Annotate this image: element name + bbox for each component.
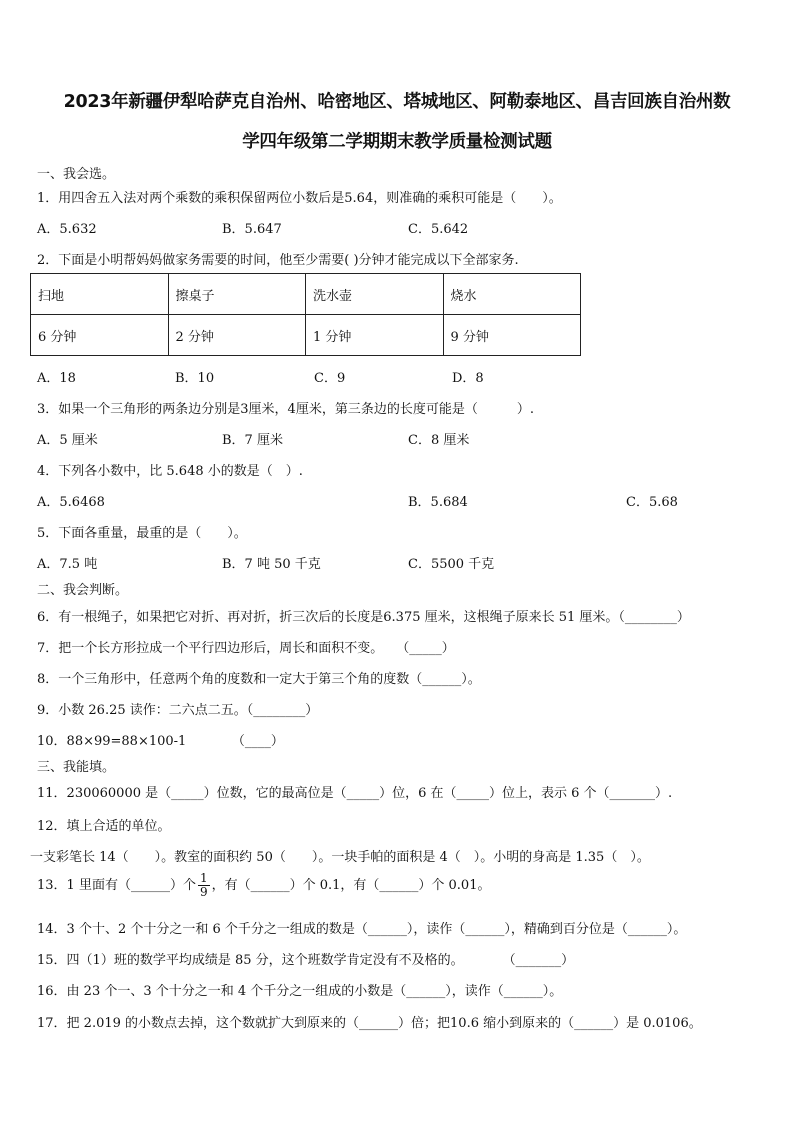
fraction-denominator: 9	[199, 885, 208, 899]
question-10: 10．88×99=88×100-1 （____）	[37, 734, 284, 749]
q1-option-a: A．5.632	[37, 222, 97, 237]
chore-time-table	[30, 273, 581, 356]
exam-title-line-1: 2023年新疆伊犁哈萨克自治州、哈密地区、塔城地区、阿勒泰地区、昌吉回族自治州数	[63, 92, 731, 112]
question-5: 5．下面各重量，最重的是（ ）。	[37, 526, 247, 541]
table-cell: 擦桌子	[168, 274, 306, 315]
q1-option-b: B．5.647	[222, 222, 282, 237]
q3-option-b: B．7 厘米	[222, 433, 283, 448]
question-13	[37, 872, 490, 899]
question-9: 9．小数 26.25 读作：二六点二五。（________）	[37, 703, 319, 718]
table-cell: 扫地	[31, 274, 169, 315]
table-cell: 洗水壶	[306, 274, 444, 315]
q4-option-c: C．5.68	[626, 495, 678, 510]
section-heading-choice: 一、我会选。	[37, 167, 116, 182]
q3-option-c: C．8 厘米	[408, 433, 470, 448]
question-4: 4．下列各小数中，比 5.648 小的数是（ ）.	[37, 464, 303, 479]
q4-option-a: A．5.6468	[37, 495, 105, 510]
q2-option-d: D．8	[452, 371, 484, 386]
question-1: 1．用四舍五入法对两个乘数的乘积保留两位小数后是5.64，则准确的乘积可能是（ ）。	[37, 191, 562, 206]
question-12: 12．填上合适的单位。	[37, 819, 171, 834]
fraction-numerator: 1	[199, 871, 208, 885]
table-header-row	[31, 274, 581, 315]
table-cell: 6 分钟	[31, 315, 169, 356]
exam-title-line-2: 学四年级第二学期期末教学质量检测试题	[242, 132, 552, 152]
table-row	[31, 315, 581, 356]
table-cell: 9 分钟	[443, 315, 581, 356]
section-heading-fill: 三、我能填。	[37, 760, 116, 775]
question-17: 17．把 2.019 的小数点去掉，这个数就扩大到原来的（______）倍；把10.6 缩小到原来的（______）是 0.0106。	[37, 1016, 702, 1031]
question-7: 7．把一个长方形拉成一个平行四边形后，周长和面积不变。 （_____）	[37, 641, 455, 656]
q13-text-before: 13．1 里面有（______）个	[37, 878, 196, 893]
q4-option-b: B．5.684	[408, 495, 468, 510]
q1-option-c: C．5.642	[408, 222, 469, 237]
q5-option-b: B．7 吨 50 千克	[222, 557, 321, 572]
q2-option-c: C．9	[314, 371, 346, 386]
section-heading-judge: 二、我会判断。	[37, 583, 129, 598]
fraction-one-ninth	[198, 872, 210, 899]
question-3: 3．如果一个三角形的两条边分别是3厘米，4厘米，第三条边的长度可能是（ ）.	[37, 402, 534, 417]
table-cell: 烧水	[443, 274, 581, 315]
table-cell: 1 分钟	[306, 315, 444, 356]
q2-option-b: B．10	[175, 371, 215, 386]
table-cell: 2 分钟	[168, 315, 306, 356]
question-15: 15．四（1）班的数学平均成绩是 85 分，这个班数学肯定没有不及格的。 （_______）	[37, 953, 575, 968]
q3-option-a: A．5 厘米	[37, 433, 98, 448]
q5-option-c: C．5500 千克	[408, 557, 495, 572]
question-14: 14．3 个十、2 个十分之一和 6 个千分之一组成的数是（______），读作（______），精确到百分位是（______）。	[37, 922, 687, 937]
question-2: 2．下面是小明帮妈妈做家务需要的时间，他至少需要( )分钟才能完成以下全部家务.	[37, 253, 519, 268]
question-12-blanks: 一支彩笔长 14（ ）。教室的面积约 50（ ）。一块手帕的面积是 4（ ）。小明的身高是 1.35（ ）。	[30, 850, 650, 865]
question-16: 16．由 23 个一、3 个十分之一和 4 个千分之一组成的小数是（______），读作（______）。	[37, 984, 563, 999]
question-11: 11．230060000 是（_____）位数，它的最高位是（_____）位，6 在（_____）位上，表示 6 个（_______）.	[37, 786, 673, 801]
question-8: 8．一个三角形中，任意两个角的度数和一定大于第三个角的度数（______）。	[37, 672, 481, 687]
q13-text-after: ，有（______）个 0.1，有（______）个 0.01。	[211, 878, 491, 893]
q5-option-a: A．7.5 吨	[37, 557, 98, 572]
question-6: 6．有一根绳子，如果把它对折、再对折，折三次后的长度是6.375 厘米，这根绳子原来长 51 厘米。（________）	[37, 610, 690, 625]
q2-option-a: A．18	[37, 371, 76, 386]
